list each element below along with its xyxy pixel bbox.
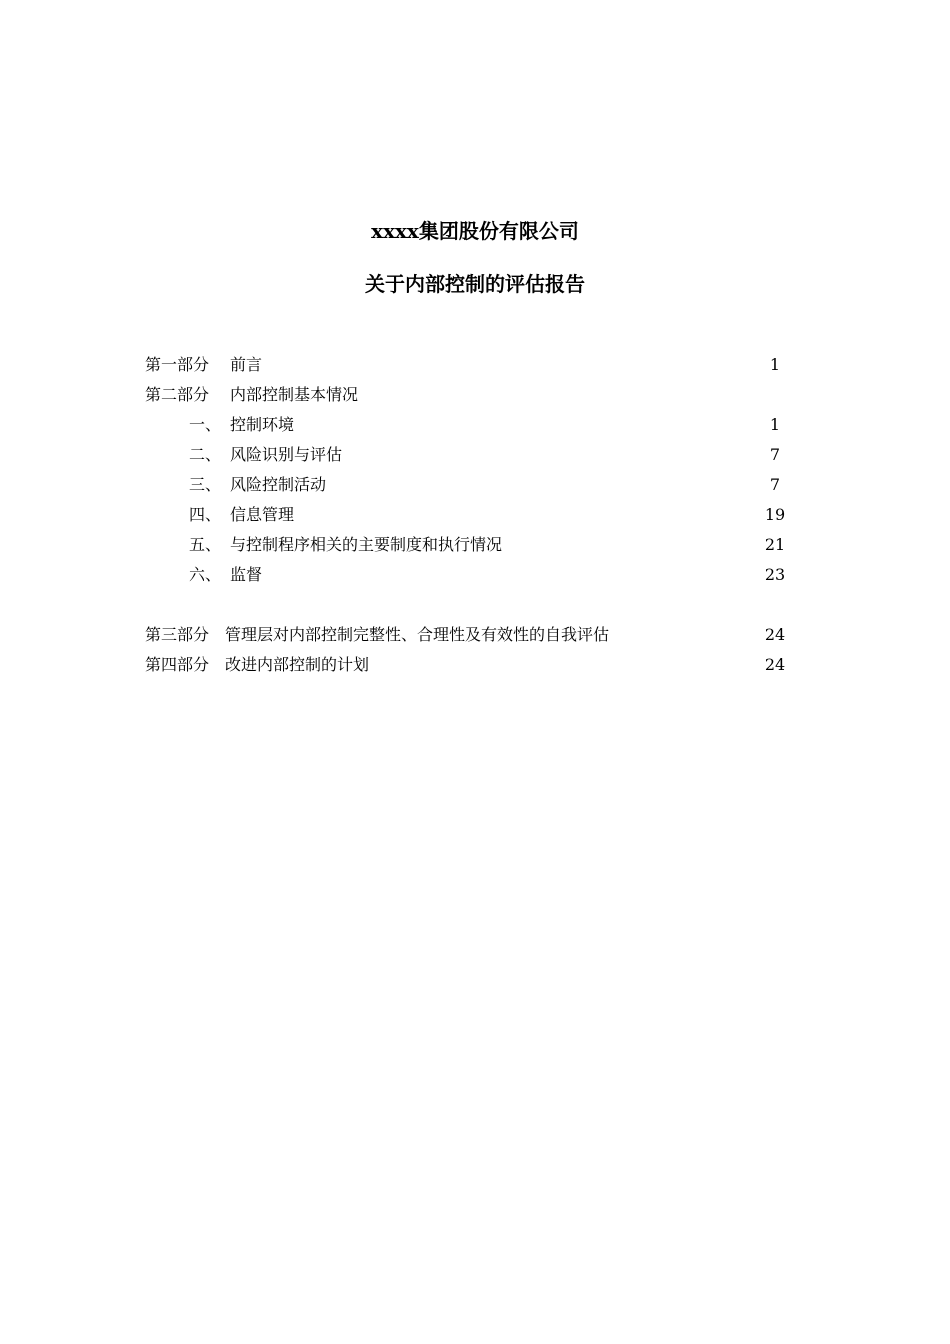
toc-sub-number: 一、 — [189, 415, 222, 434]
toc-part-number: 第四部分 — [145, 655, 210, 674]
toc-page-number: 19 — [764, 505, 786, 524]
toc-page-number: 7 — [769, 475, 781, 494]
toc-entry-label: 风险控制活动 — [230, 475, 327, 494]
toc-sub-number: 三、 — [189, 475, 222, 494]
toc-entry-part-4 — [145, 654, 790, 684]
toc-entry-label: 监督 — [230, 565, 263, 584]
toc-entry-sub-5 — [145, 534, 790, 564]
toc-entry-label: 前言 — [230, 355, 263, 374]
toc-page-number: 24 — [764, 655, 786, 674]
toc-entry-sub-1 — [145, 414, 790, 444]
toc-entry-label: 与控制程序相关的主要制度和执行情况 — [230, 535, 503, 554]
toc-entry-label: 信息管理 — [230, 505, 295, 524]
toc-part-number: 第一部分 — [145, 355, 210, 374]
toc-page-number: 24 — [764, 625, 786, 644]
toc-entry-sub-2 — [145, 444, 790, 474]
document-title: xxxx集团股份有限公司 — [371, 219, 579, 243]
toc-part-number: 第三部分 — [145, 625, 210, 644]
toc-entry-label: 改进内部控制的计划 — [225, 655, 370, 674]
toc-entry-part-1 — [145, 354, 790, 384]
toc-page-number: 1 — [769, 415, 781, 434]
toc-page-number: 21 — [764, 535, 786, 554]
toc-entry-part-3 — [145, 624, 790, 654]
toc-entry-label: 内部控制基本情况 — [230, 385, 359, 404]
toc-page-number: 7 — [769, 445, 781, 464]
toc-entry-part-2 — [145, 384, 790, 414]
table-of-contents — [145, 354, 790, 684]
toc-page-number: 23 — [764, 565, 786, 584]
toc-part-number: 第二部分 — [145, 385, 210, 404]
toc-sub-number: 二、 — [189, 445, 222, 464]
document-subtitle: 关于内部控制的评估报告 — [365, 272, 585, 296]
toc-entry-label: 管理层对内部控制完整性、合理性及有效性的自我评估 — [225, 625, 610, 644]
toc-entry-label: 控制环境 — [230, 415, 295, 434]
toc-sub-number: 六、 — [189, 565, 222, 584]
toc-entry-sub-6 — [145, 564, 790, 594]
toc-page-number: 1 — [769, 355, 781, 374]
toc-entry-sub-3 — [145, 474, 790, 504]
toc-entry-sub-4 — [145, 504, 790, 534]
toc-entry-label: 风险识别与评估 — [230, 445, 343, 464]
toc-sub-number: 五、 — [189, 535, 222, 554]
toc-sub-number: 四、 — [189, 505, 222, 524]
